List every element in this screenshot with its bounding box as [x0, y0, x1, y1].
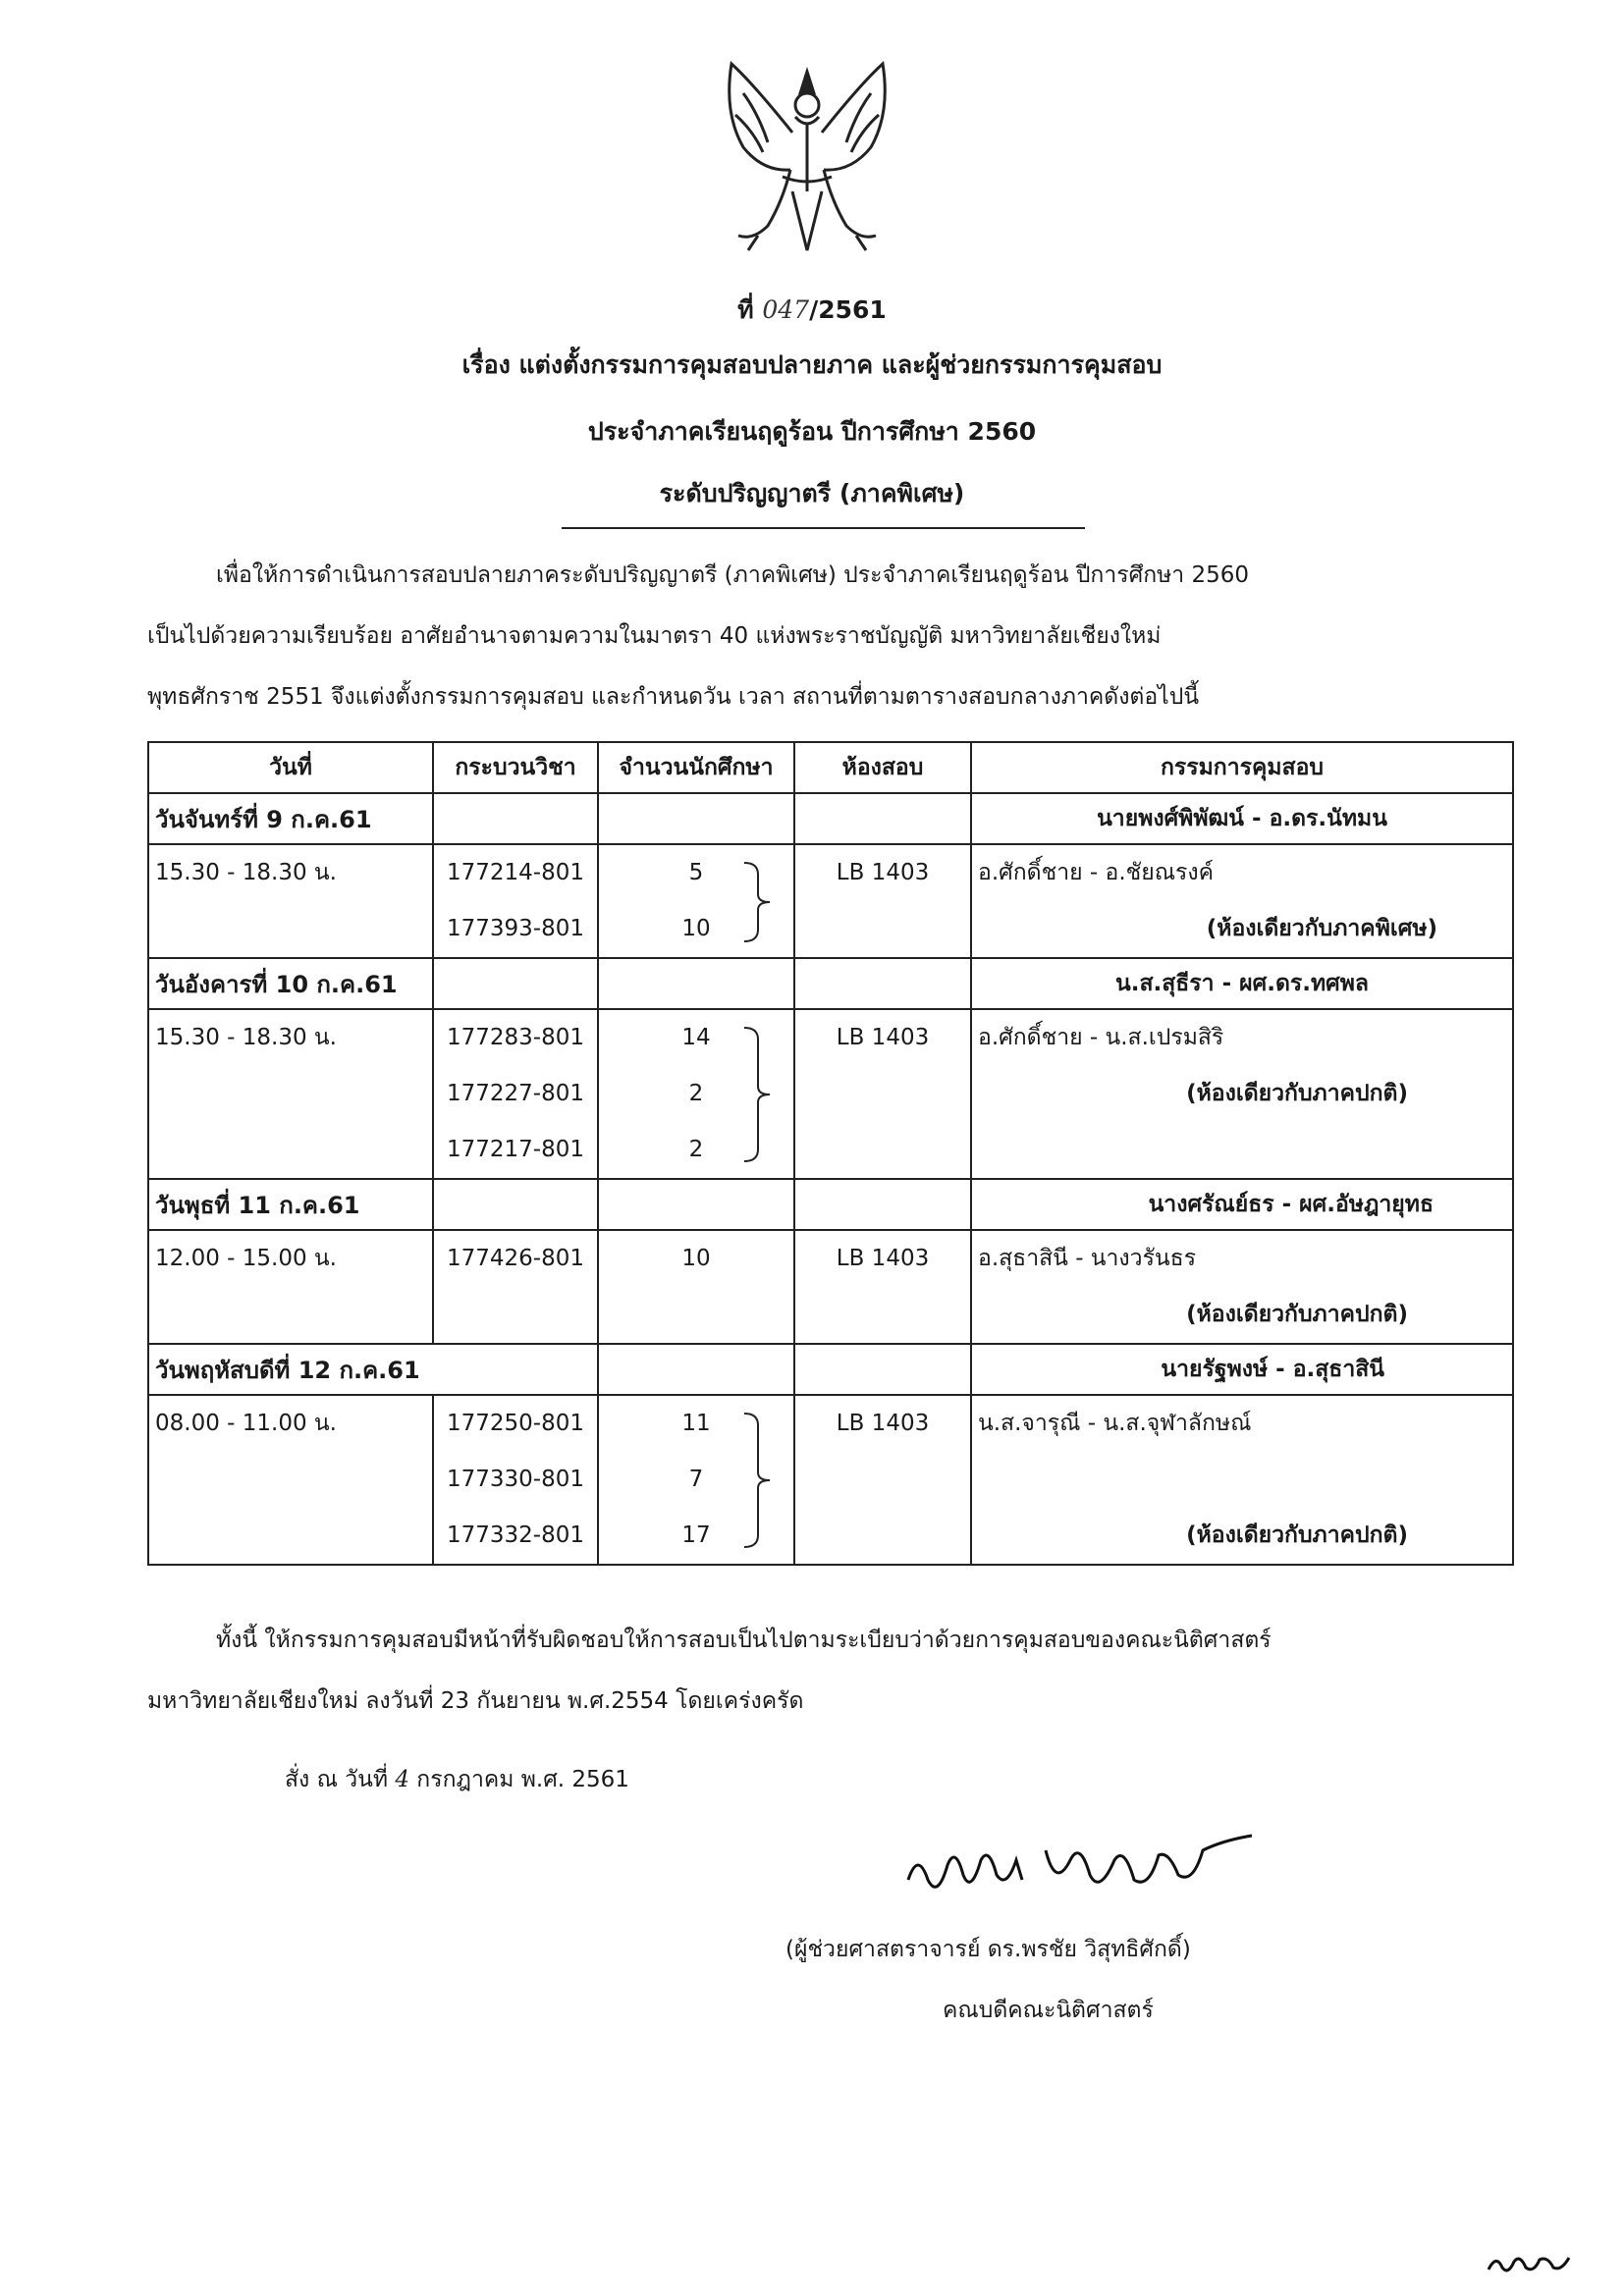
title-line-2: ประจำภาคเรียนฤดูร้อน ปีการศึกษา 2560	[587, 417, 1037, 446]
room: LB 1403	[836, 1246, 930, 1271]
day-label: วันพฤหัสบดีที่ 12 ก.ค.61	[148, 1344, 598, 1395]
course-code: 177217-801	[447, 1137, 584, 1162]
course-code: 177227-801	[447, 1081, 584, 1106]
room-note: (ห้องเดียวกับภาคปกติ)	[1186, 1081, 1408, 1106]
student-count: 10	[681, 1246, 711, 1271]
title-divider	[562, 527, 1085, 529]
closing-paragraph	[147, 1610, 1483, 1732]
day-committee: นางศรัณย์ธร - ผศ.อัษฎายุทธ	[971, 1179, 1513, 1230]
day-committee: น.ส.สุธีรา - ผศ.ดร.ทศพล	[971, 958, 1513, 1009]
exam-schedule-table	[147, 741, 1514, 1566]
session-row	[148, 844, 1513, 958]
proctors: อ.สุธาสินี - นางวรันธร	[978, 1246, 1197, 1271]
course-code: 177330-801	[447, 1467, 584, 1492]
session-time: 12.00 - 15.00 น.	[155, 1246, 337, 1271]
proctors: อ.ศักดิ์ชาย - อ.ชัยณรงค์	[978, 860, 1215, 885]
student-count: 14	[681, 1025, 711, 1050]
day-label: วันพุธที่ 11 ก.ค.61	[148, 1179, 433, 1230]
room: LB 1403	[836, 1411, 930, 1436]
student-count: 17	[681, 1522, 711, 1548]
signatory-name: (ผู้ช่วยศาสตราจารย์ ดร.พรชัย วิสุทธิศักดิ์)	[785, 1937, 1191, 1962]
order-date	[285, 1762, 629, 1797]
course-code: 177250-801	[447, 1411, 584, 1436]
day-row	[148, 1179, 1513, 1230]
day-row	[148, 1344, 1513, 1395]
room-note: (ห้องเดียวกับภาคปกติ)	[1186, 1302, 1408, 1327]
header-students: จำนวนนักศึกษา	[598, 742, 794, 793]
room: LB 1403	[836, 1025, 930, 1050]
document-number	[0, 291, 1624, 330]
session-row	[148, 1009, 1513, 1179]
brace-mark	[740, 1026, 780, 1163]
order-date-suffix: กรกฎาคม พ.ศ. 2561	[416, 1767, 629, 1792]
signature	[898, 1821, 1291, 1909]
title-line-1: เรื่อง แต่งตั้งกรรมการคุมสอบปลายภาค และผู้ช่วยกรรมการคุมสอบ	[461, 350, 1163, 379]
student-count: 11	[681, 1411, 711, 1436]
header-course: กระบวนวิชา	[433, 742, 598, 793]
garuda-emblem	[714, 54, 900, 260]
course-code: 177426-801	[447, 1246, 584, 1271]
day-committee: นายพงศ์พิพัฒน์ - อ.ดร.นัทมน	[971, 793, 1513, 844]
number-handwritten: 047	[762, 295, 810, 324]
intro-line-2: เป็นไปด้วยความเรียบร้อย อาศัยอำนาจตามความในมาตรา 40 แห่งพระราชบัญญัติ มหาวิทยาลัยเชียงใหม่	[147, 623, 1162, 649]
day-row	[148, 958, 1513, 1009]
session-time: 15.30 - 18.30 น.	[155, 1025, 337, 1050]
signatory-position: คณบดีคณะนิติศาสตร์	[943, 1998, 1154, 2023]
session-row	[148, 1230, 1513, 1344]
student-count: 2	[688, 1137, 704, 1162]
intro-line-1: เพื่อให้การดำเนินการสอบปลายภาคระดับปริญญาตรี (ภาคพิเศษ) ประจำภาคเรียนฤดูร้อน ปีการศึกษา 2560	[216, 562, 1250, 588]
day-row	[148, 793, 1513, 844]
student-count: 2	[688, 1081, 704, 1106]
course-code: 177393-801	[447, 916, 584, 941]
day-committee: นายรัฐพงษ์ - อ.สุธาสินี	[971, 1344, 1513, 1395]
student-count: 7	[688, 1467, 704, 1492]
session-row	[148, 1395, 1513, 1565]
header-date: วันที่	[148, 742, 433, 793]
room-note: (ห้องเดียวกับภาคพิเศษ)	[1206, 916, 1437, 941]
order-date-prefix: สั่ง ณ วันที่	[285, 1767, 389, 1792]
brace-mark	[740, 861, 780, 943]
brace-mark	[740, 1412, 780, 1549]
header-room: ห้องสอบ	[794, 742, 971, 793]
initials-mark	[1485, 2248, 1573, 2277]
title-line-3: ระดับปริญญาตรี (ภาคพิเศษ)	[659, 479, 965, 507]
day-label: วันจันทร์ที่ 9 ก.ค.61	[148, 793, 433, 844]
session-time: 08.00 - 11.00 น.	[155, 1411, 337, 1436]
number-suffix: /2561	[809, 295, 887, 324]
order-date-day: 4	[395, 1767, 409, 1792]
student-count: 5	[688, 860, 704, 885]
header-committee: กรรมการคุมสอบ	[971, 742, 1513, 793]
intro-paragraph	[147, 545, 1483, 727]
closing-line-2: มหาวิทยาลัยเชียงใหม่ ลงวันที่ 23 กันยายน พ.ศ.2554 โดยเคร่งครัด	[147, 1688, 804, 1714]
proctors: น.ส.จารุณี - น.ส.จุฬาลักษณ์	[978, 1411, 1252, 1436]
intro-line-3: พุทธศักราช 2551 จึงแต่งตั้งกรรมการคุมสอบ และกำหนดวัน เวลา สถานที่ตามตารางสอบกลางภาคดังต่อไปนี้	[147, 684, 1200, 710]
day-label: วันอังคารที่ 10 ก.ค.61	[148, 958, 433, 1009]
session-time: 15.30 - 18.30 น.	[155, 860, 337, 885]
proctors: อ.ศักดิ์ชาย - น.ส.เปรมสิริ	[978, 1025, 1224, 1050]
number-prefix: ที่	[737, 295, 754, 324]
course-code: 177332-801	[447, 1522, 584, 1548]
closing-line-1: ทั้งนี้ ให้กรรมการคุมสอบมีหน้าที่รับผิดชอบให้การสอบเป็นไปตามระเบียบว่าด้วยการคุมสอบของคณะนิติศาสตร์	[216, 1628, 1272, 1653]
room: LB 1403	[836, 860, 930, 885]
room-note: (ห้องเดียวกับภาคปกติ)	[1186, 1522, 1408, 1548]
table-header-row	[148, 742, 1513, 793]
course-code: 177283-801	[447, 1025, 584, 1050]
course-code: 177214-801	[447, 860, 584, 885]
student-count: 10	[681, 916, 711, 941]
